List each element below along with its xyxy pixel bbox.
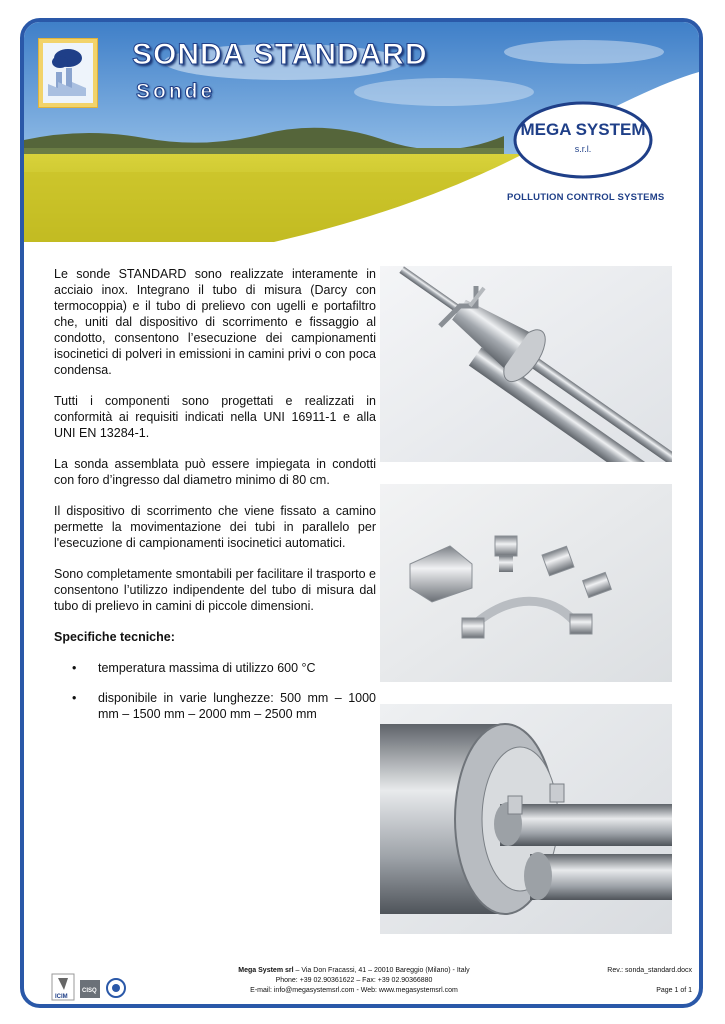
company-phone: Phone: +39 02.90361622 – Fax: +39 02.90366880 bbox=[275, 977, 433, 984]
description-column bbox=[54, 266, 376, 736]
paragraph: Tutti i componenti sono progettati e realizzati in conformità ai requisiti indicati nella UNI 16911-1 e alla UNI EN 13284-1. bbox=[54, 394, 376, 440]
company-info bbox=[184, 966, 524, 996]
list-item bbox=[54, 660, 376, 676]
brand-logo bbox=[512, 100, 654, 180]
specs-list bbox=[54, 660, 376, 722]
probe-photo bbox=[380, 266, 672, 462]
document-revision: Rev.: sonda_standard.docx bbox=[607, 967, 692, 974]
paragraph: La sonda assemblata può essere impiegata in condotti con foro d’ingresso dal diametro minimo di 80 cm. bbox=[54, 457, 376, 487]
spec-text: temperatura massima di utilizzo 600 °C bbox=[98, 661, 316, 675]
company-contact: E-mail: info@megasystemsrl.com - Web: www.megasystemsrl.com bbox=[250, 987, 458, 994]
paragraph: Le sonde STANDARD sono realizzate interamente in acciaio inox. Integrano il tubo di misura (Darcy con termocoppia) e il tubo di prelievo con ugelli e portafiltro che, uniti dal dispositivo di scorrimento e fissaggio al condotto, consentono l’esecuzione dei campionamenti isocinetici di polveri in emissioni in camini privi o con poca condensa. bbox=[54, 267, 376, 377]
brand-tagline: POLLUTION CONTROL SYSTEMS bbox=[507, 192, 665, 203]
page-footer bbox=[24, 962, 699, 1008]
cert-caption: ISO 9001 • Cert. n° 6495 bbox=[54, 1004, 99, 1008]
svg-text:ICIM: ICIM bbox=[55, 994, 68, 1000]
page-title: SONDA STANDARD bbox=[132, 38, 428, 71]
page-subtitle: Sonde bbox=[136, 80, 216, 103]
header-banner bbox=[24, 22, 699, 242]
brand-suffix: s.r.l. bbox=[574, 144, 592, 154]
bullet-icon: • bbox=[72, 691, 77, 705]
spec-text: disponibile in varie lunghezze: 500 mm – 1000 mm – 1500 mm – 2000 mm – 2500 mm bbox=[98, 691, 376, 721]
fittings-photo bbox=[380, 484, 672, 682]
paragraph: Il dispositivo di scorrimento che viene fissato a camino permette la movimentazione dei tubi in parallelo per l'esecuzione di campionamenti isocinetici automatici. bbox=[54, 504, 376, 550]
brand-name: MEGA SYSTEM bbox=[520, 120, 646, 139]
svg-text:CISQ: CISQ bbox=[82, 988, 97, 994]
list-item bbox=[54, 690, 376, 722]
factory-logo bbox=[38, 38, 98, 108]
company-address: – Via Don Fracassi, 41 – 20010 Bareggio (Milano) - Italy bbox=[293, 967, 470, 974]
company-name: Mega System srl bbox=[238, 967, 294, 974]
page-frame bbox=[20, 18, 703, 1008]
bullet-icon: • bbox=[72, 661, 77, 675]
paragraph: Sono completamente smontabili per facilitare il trasporto e consentono l’utilizzo indipendente del tubo di misura dal tubo di prelievo in camini di piccole dimensioni. bbox=[54, 567, 376, 613]
flange-photo bbox=[380, 704, 672, 934]
page-number: Page 1 of 1 bbox=[656, 987, 692, 994]
specs-heading: Specifiche tecniche: bbox=[54, 630, 175, 644]
certification-logos bbox=[50, 968, 140, 1008]
